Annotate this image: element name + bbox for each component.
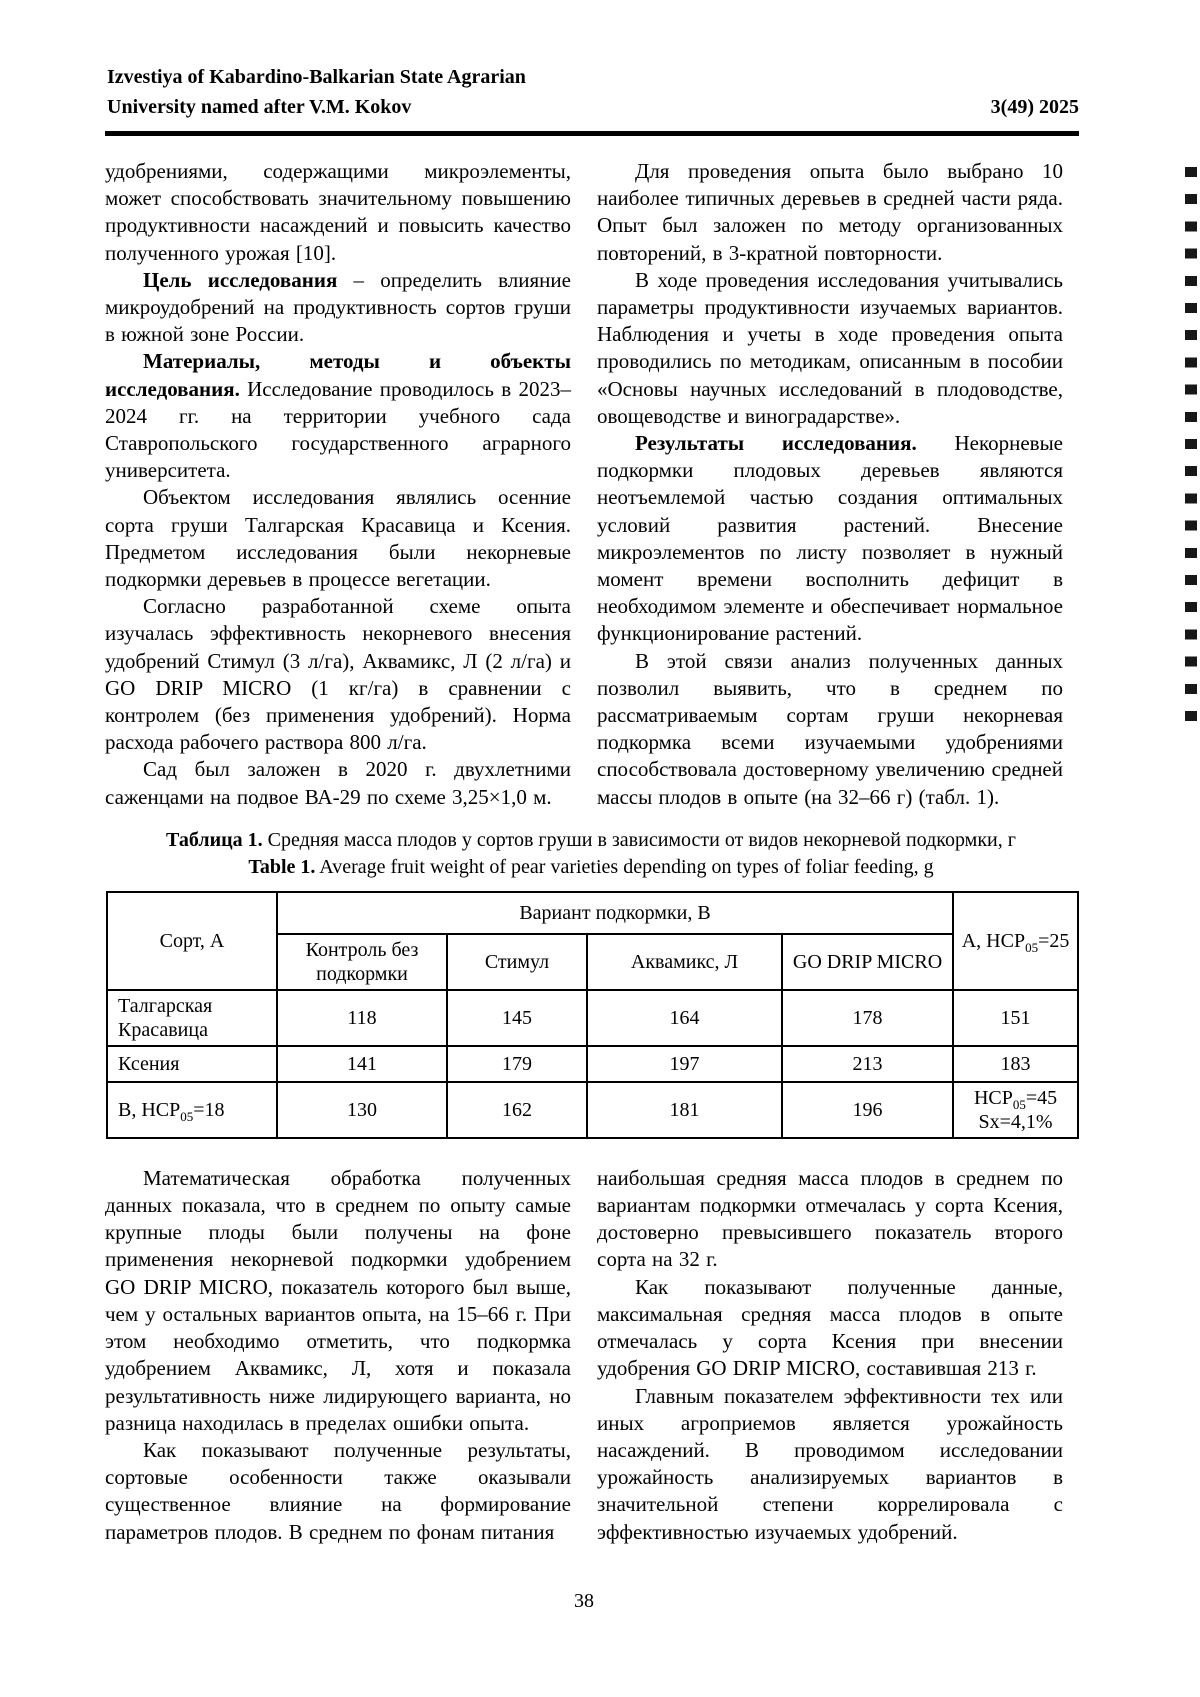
journal-title-line2: University named after V.M. Kokov — [107, 96, 412, 118]
upper-text-columns — [105, 158, 1063, 811]
lower-text-columns — [105, 1165, 1063, 1546]
paragraph-lead: Цель исследования — [143, 267, 338, 292]
table-header-a-nsr: А, $НСР_{05}=25$ — [953, 892, 1078, 990]
results-table — [106, 891, 1079, 1139]
paragraph: Как показывают полученные результаты, сортовые особенности также оказывали существенное влияние на формирование параметров плодов. В среднем по фонам питания — [105, 1437, 571, 1544]
table-header-group: Вариант подкормки, В — [277, 892, 953, 934]
table-cell: 197 — [587, 1046, 782, 1082]
table-cell: 179 — [447, 1046, 587, 1082]
table-cell: 164 — [587, 990, 782, 1046]
paragraph: В ходе проведения исследования учитывались параметры продуктивности изучаемых вариантов. Наблюдения и учеты в ходе проведения опыта проводились по методикам, описанным в пособии «Основы научных исследований в плодоводстве, овощеводстве и виноградарстве». — [597, 267, 1063, 428]
paragraph: Математическая обработка полученных данных показала, что в среднем по опыту самые крупные плоды были получены на фоне применения некорневой подкормки удобрением GO DRIP MICRO, показатель которого был выше, чем у остальных вариантов опыта, на 15–66 г. При этом необходимо отметить, что подкормка удобрением Аквамикс, Л, хотя и показала результативность ниже лидирующего варианта, но разница находилась в пределах ошибки опыта. — [105, 1165, 571, 1435]
table-caption-ru: Таблица 1. Средняя масса плодов у сортов груши в зависимости от видов некорневой подкормки, г — [166, 828, 1016, 851]
table-cell: 213 — [782, 1046, 953, 1082]
paragraph: удобрениями, содержащими микроэлементы, может способствовать значительному повышению продуктивности насаждений и повысить качество полученного урожая [10]. — [105, 159, 571, 265]
right-column — [597, 158, 1063, 811]
table-header-akvamiks: Аквамикс, Л — [587, 934, 782, 990]
paragraph: Цель исследования – определить влияние микроудобрений на продуктивность сортов груши в южной зоне России. — [105, 267, 571, 347]
paragraph-lead: Результаты исследования. — [635, 431, 917, 456]
journal-title — [107, 62, 526, 122]
row-label: В, $НСР_{05}=18$ — [107, 1082, 277, 1138]
table-cell: 162 — [447, 1082, 587, 1138]
paragraph: Сад был заложен в 2020 г. двухлетними саженцами на подвое ВА-29 по схеме 3,25×1,0 м. — [105, 757, 571, 809]
table-cell: 118 — [277, 990, 447, 1046]
table-cell: 181 — [587, 1082, 782, 1138]
header-divider — [105, 131, 1079, 136]
row-label: Ксения — [107, 1046, 277, 1082]
table-cell: 141 — [277, 1046, 447, 1082]
left-column — [105, 1165, 571, 1546]
nsr-note-cell: $НСР_{05}=45$ Sx=4,1% — [953, 1082, 1078, 1138]
paragraph: наибольшая средняя масса плодов в среднем по вариантам подкормки отмечалась у сорта Ксения, достоверно превысившего показатель второго сорта на 32 г. — [597, 1165, 1063, 1272]
paragraph: Для проведения опыта было выбрано 10 наиболее типичных деревьев в средней части ряда. Опыт был заложен по методу организованных повторений, в 3-кратной повторности. — [597, 159, 1063, 265]
table-caption-en: Table 1. Average fruit weight of pear varieties depending on types of foliar feeding, g — [248, 855, 934, 878]
page-number: 38 — [574, 1590, 594, 1612]
paragraph: Материалы, методы и объекты исследования. Исследование проводилось в 2023–2024 гг. на территории учебного сада Ставропольского государственного аграрного университета. — [105, 349, 571, 483]
journal-title-line1: Izvestiya of Kabardino-Balkarian State Agrarian — [107, 66, 526, 88]
table-row — [107, 1046, 1078, 1082]
table-cell: 145 — [447, 990, 587, 1046]
paragraph: В этой связи анализ полученных данных позволил выявить, что в среднем по рассматриваемым сортам груши некорневая подкормка всеми изучаемыми удобрениями способствовала достоверному увеличению средней массы плодов в опыте (на 32–66 г) (табл. 1). — [597, 648, 1063, 809]
page-header — [107, 62, 1079, 122]
table-cell: 178 — [782, 990, 953, 1046]
paragraph-lead: Материалы, методы и объекты исследования. — [105, 349, 571, 401]
table-footer-row — [107, 1082, 1078, 1138]
table-cell: 130 — [277, 1082, 447, 1138]
paragraph: Результаты исследования. Некорневые подкормки плодовых деревьев являются неотъемлемой частью создания оптимальных условий развития растений. Внесение микроэлементов по листу позволяет в нужный момент времени восполнить дефицит в необходимом элементе и обеспечивает нормальное функционирование растений. — [597, 431, 1063, 646]
paragraph: Главным показателем эффективности тех или иных агроприемов является урожайность насаждений. В проводимом исследовании урожайность анализируемых вариантов в значительной степени коррелировала с эффективностью изучаемых удобрений. — [597, 1383, 1063, 1544]
issue-number: 3(49) 2025 — [990, 96, 1079, 118]
table-cell: 183 — [953, 1046, 1078, 1082]
paragraph: Как показывают полученные данные, максимальная средняя масса плодов в опыте отмечалась у сорта Ксения при внесении удобрения GO DRIP MICRO, составившая 213 г. — [597, 1274, 1063, 1381]
table-cell: 151 — [953, 990, 1078, 1046]
scan-gutter-artifact — [1185, 167, 1197, 728]
table-header-godrip: GO DRIP MICRO — [782, 934, 953, 990]
paragraph: Объектом исследования являлись осенние сорта груши Талгарская Красавица и Ксения. Предметом исследования были некорневые подкормки деревьев в процессе вегетации. — [105, 485, 571, 592]
table-header-control: Контроль без подкормки — [277, 934, 447, 990]
table-header-variety: Сорт, А — [107, 892, 277, 990]
table-caption — [105, 827, 1077, 881]
table-cell: 196 — [782, 1082, 953, 1138]
table-header-stimul: Стимул — [447, 934, 587, 990]
row-label: Талгарская Красавица — [107, 990, 277, 1046]
left-column — [105, 158, 571, 811]
table-row — [107, 990, 1078, 1046]
right-column — [597, 1165, 1063, 1546]
paragraph: Согласно разработанной схеме опыта изучалась эффективность некорневого внесения удобрений Стимул (3 л/га), Аквамикс, Л (2 л/га) и GO DRIP MICRO (1 кг/га) в сравнении с контролем (без применения удобрений). Норма расхода рабочего раствора 800 л/га. — [105, 594, 571, 755]
